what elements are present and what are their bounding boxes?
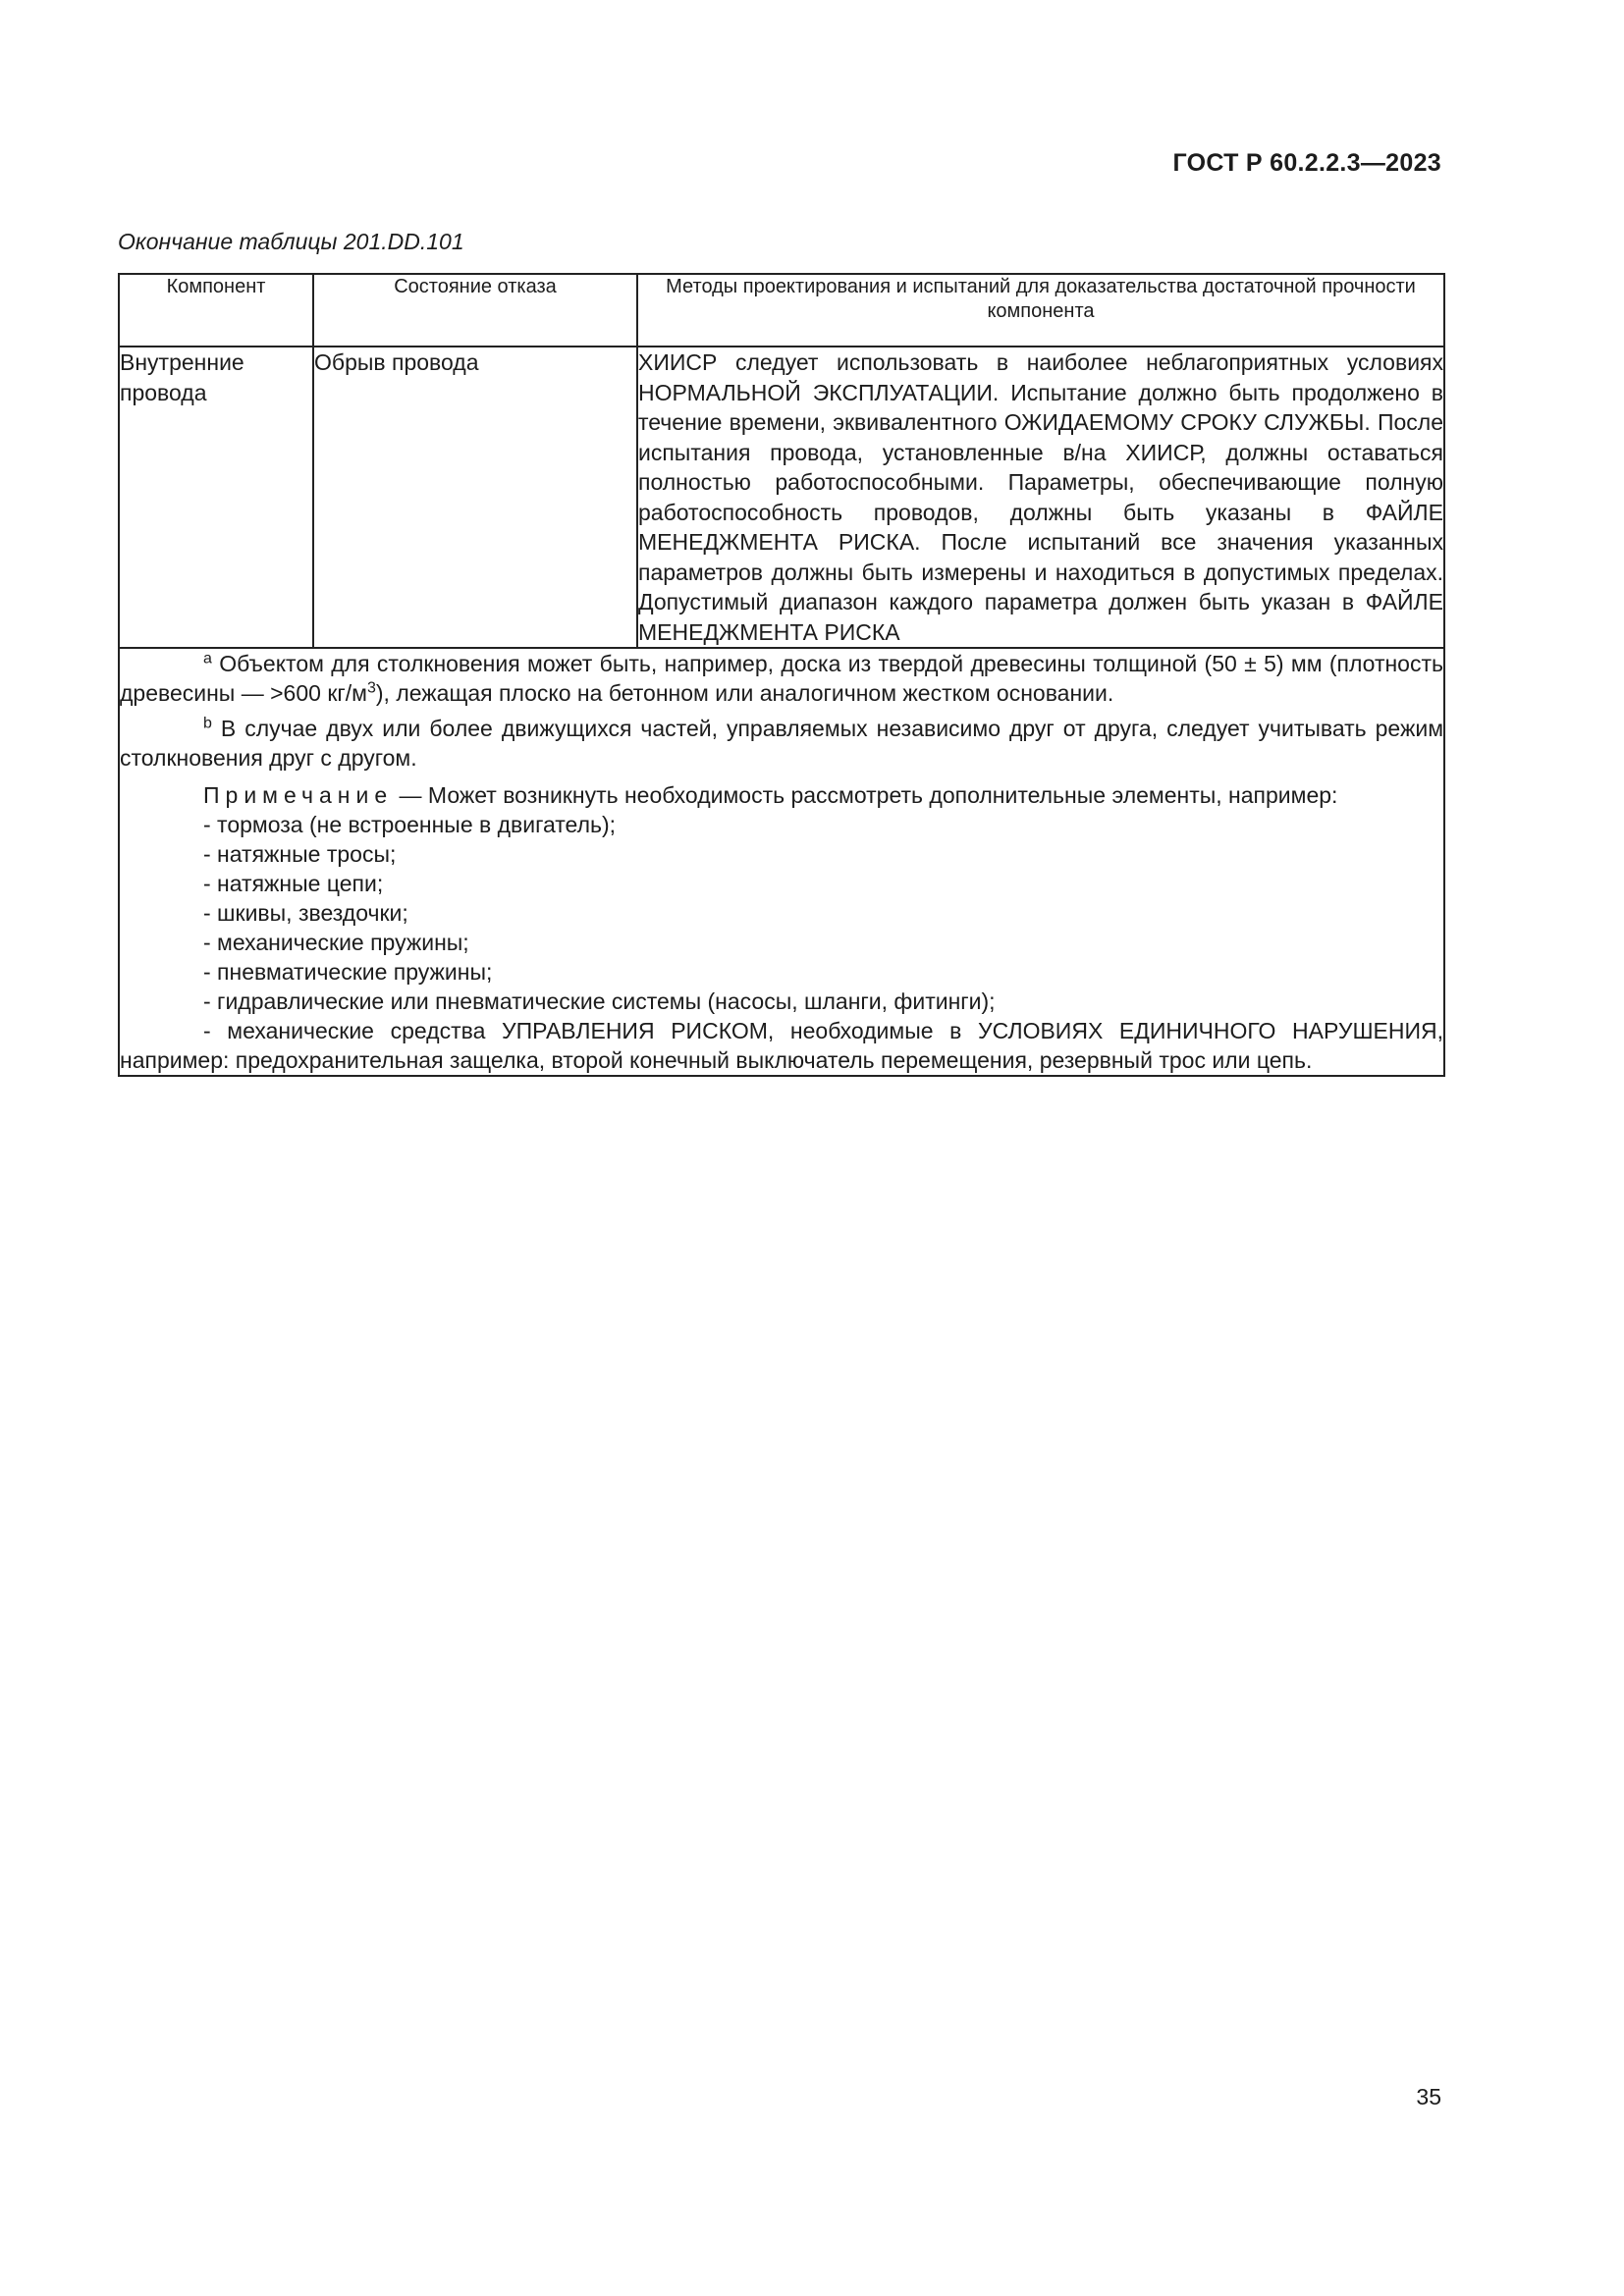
footnote-a-text-2: ), лежащая плоско на бетонном или аналогичном жестком основании. <box>375 680 1114 706</box>
footnote-a-mark: a <box>203 650 212 667</box>
list-item: - шкивы, звездочки; <box>203 900 408 926</box>
note-paragraph <box>120 780 1443 810</box>
document-code: ГОСТ Р 60.2.2.3—2023 <box>1172 149 1441 177</box>
footnote-a-exponent: 3 <box>366 679 376 697</box>
requirements-table <box>118 273 1445 1077</box>
list-item-last: - механические средства УПРАВЛЕНИЯ РИСКОМ, необходимые в УСЛОВИЯХ ЕДИНИЧНОГО НАРУШЕНИЯ, например: предохранительная защелка, второй конечный выключатель перемещения, резервный трос или цепь. <box>120 1018 1443 1073</box>
list-item: - механические пружины; <box>203 930 469 955</box>
table-caption: Окончание таблицы 201.DD.101 <box>118 229 464 254</box>
list-item: - гидравлические или пневматические системы (насосы, шланги, фитинги); <box>203 988 996 1014</box>
column-header-component: Компонент <box>119 274 313 347</box>
notes-cell <box>119 648 1444 1076</box>
table-notes-row <box>119 648 1444 1076</box>
table-header-row <box>119 274 1444 347</box>
page-number: 35 <box>1416 2084 1441 2109</box>
list-item: - натяжные цепи; <box>203 871 384 896</box>
column-header-failure-state: Состояние отказа <box>313 274 637 347</box>
footnote-b-text: В случае двух или более движущихся частей, управляемых независимо друг от друга, следует учитывать режим столкновения друг с другом. <box>120 716 1444 771</box>
list-item: - тормоза (не встроенные в двигатель); <box>203 812 617 837</box>
footnote-b <box>120 714 1443 773</box>
note-text: — Может возникнуть необходимость рассмотреть дополнительные элементы, например: <box>399 782 1338 808</box>
list-item: - натяжные тросы; <box>203 841 397 867</box>
footnote-a-text-1: Объектом для столкновения может быть, например, доска из твердой древесины толщиной (50 ± 5) мм (плотность древесины — >600 кг/м <box>120 651 1443 706</box>
list-item: - пневматические пружины; <box>203 959 493 985</box>
cell-methods: ХИИСР следует использовать в наиболее неблагоприятных условиях НОРМАЛЬНОЙ ЭКСПЛУАТАЦИИ. Испытание должно быть продолжено в течение времени, эквивалентного ОЖИДАЕМОМУ СРОКУ СЛУЖБЫ. После испытания провода, установленные в/на ХИИСР, должны оставаться полностью работоспособными. Параметры, обеспечивающие полную работоспособность проводов, должны быть указаны в ФАЙЛЕ МЕНЕДЖМЕНТА РИСКА. После испытаний все значения указанных параметров должны быть измерены и находиться в допустимых пределах. Допустимый диапазон каждого параметра должен быть указан в ФАЙЛЕ МЕНЕДЖМЕНТА РИСКА <box>637 347 1444 648</box>
cell-component: Внутренние провода <box>119 347 313 648</box>
cell-failure-state: Обрыв провода <box>313 347 637 648</box>
footnote-b-mark: b <box>203 715 212 732</box>
table-row <box>119 347 1444 648</box>
note-items-list <box>120 810 1443 1016</box>
column-header-methods: Методы проектирования и испытаний для доказательства достаточной прочности компонента <box>637 274 1444 347</box>
footnote-a <box>120 649 1443 708</box>
note-label: Примечание <box>203 782 394 808</box>
